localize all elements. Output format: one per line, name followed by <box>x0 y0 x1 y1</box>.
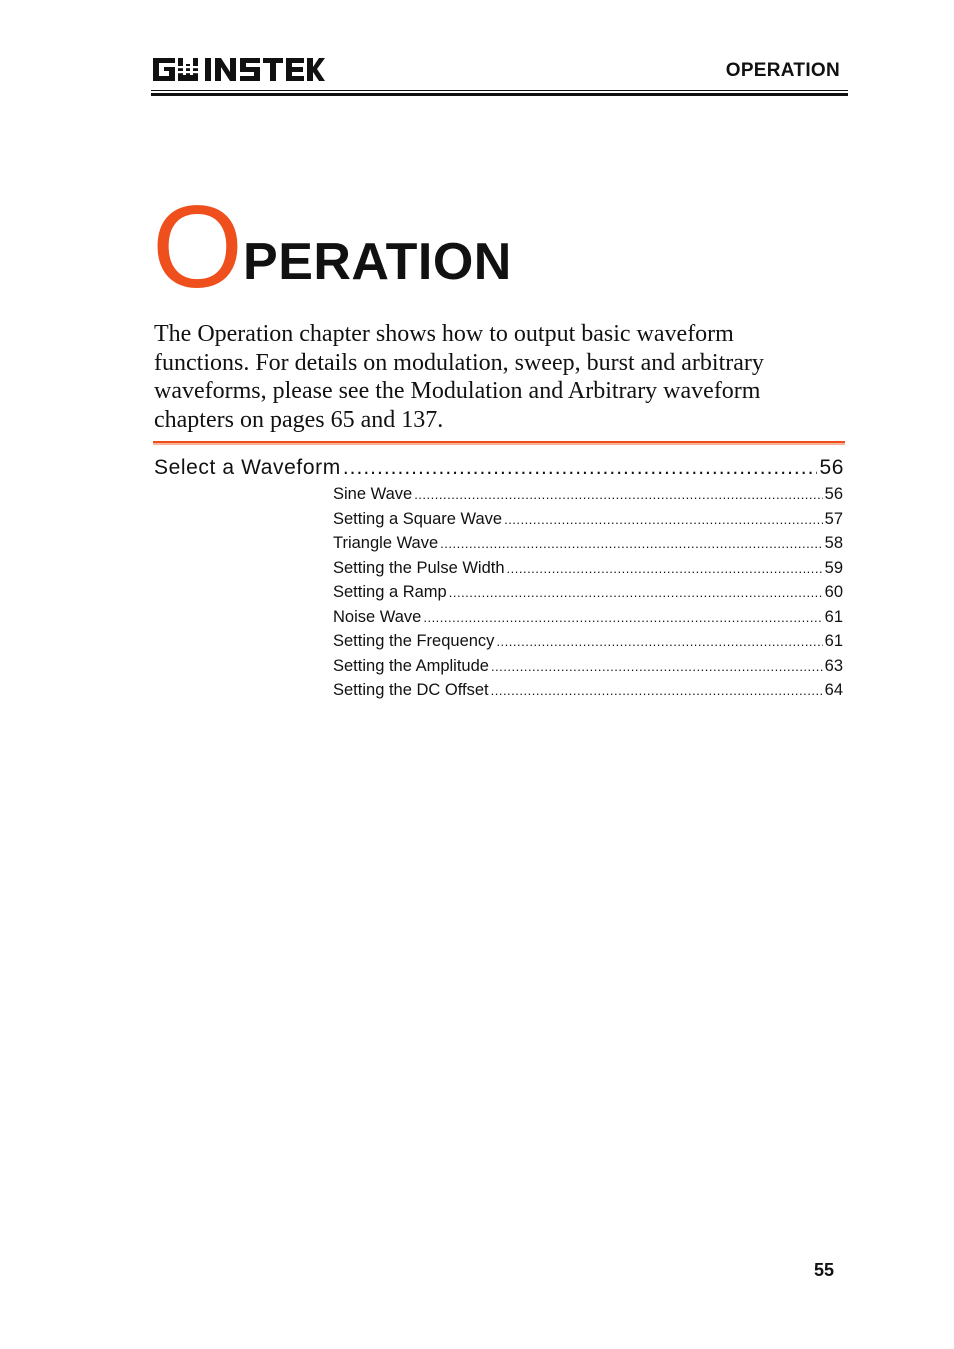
toc-item-page: 56 <box>824 485 843 503</box>
toc-item[interactable] <box>333 534 843 559</box>
toc-item-page: 59 <box>824 558 843 577</box>
accent-divider <box>153 441 845 445</box>
toc-leader-dots <box>496 634 822 649</box>
toc-leader-dots <box>343 456 818 480</box>
toc-item[interactable] <box>333 657 843 682</box>
toc-item-label: Setting the Pulse Width <box>333 558 505 577</box>
toc-sub-list <box>333 485 843 706</box>
toc-item-label: Setting a Square Wave <box>333 509 503 528</box>
toc-leader-dots <box>491 683 823 698</box>
toc-item[interactable] <box>333 681 843 706</box>
toc-item[interactable] <box>333 485 843 510</box>
toc-main-entry[interactable] <box>154 456 844 480</box>
toc-leader-dots <box>423 610 822 625</box>
toc-item-label: Triangle Wave <box>333 534 439 552</box>
toc-leader-dots <box>449 585 823 600</box>
toc-item-label: Setting the Frequency <box>333 632 495 650</box>
chapter-title <box>152 181 512 312</box>
toc-main-page: 56 <box>819 456 844 479</box>
toc-item-page: 64 <box>824 681 843 699</box>
page-number: 55 <box>813 1260 834 1280</box>
chapter-intro: The Operation chapter shows how to output basic waveform functions. For details on modulation, sweep, burst and arbitrary waveforms, please see the Modulation and Arbitrary waveform chapters on pages 65 and 137. <box>154 321 764 433</box>
toc-item[interactable] <box>333 559 843 584</box>
toc-item-label: Setting the DC Offset <box>333 681 489 699</box>
toc-leader-dots <box>507 561 823 576</box>
header-section-title: OPERATION <box>725 60 840 81</box>
toc-item-label: Sine Wave <box>333 485 413 503</box>
toc-item-page: 57 <box>824 509 843 528</box>
toc-main-label: Select a Waveform <box>154 456 341 479</box>
chapter-title-initial: O <box>152 181 242 312</box>
toc-item-label: Noise Wave <box>333 607 422 626</box>
header-divider-thin <box>151 90 848 91</box>
toc-item-page: 63 <box>824 656 843 675</box>
toc-leader-dots <box>491 659 823 674</box>
toc-item-label: Setting the Amplitude <box>333 656 489 675</box>
toc-item-page: 58 <box>824 534 843 552</box>
toc-leader-dots <box>504 512 823 527</box>
toc-item-label: Setting a Ramp <box>333 583 447 601</box>
toc-leader-dots <box>414 487 822 502</box>
toc-item-page: 60 <box>824 583 843 601</box>
gw-instek-logo <box>153 56 325 82</box>
header-divider-thick <box>151 93 848 96</box>
toc-item[interactable] <box>333 632 843 657</box>
chapter-title-rest: PERATION <box>243 233 512 291</box>
toc-item[interactable] <box>333 583 843 608</box>
toc-item-page: 61 <box>824 632 843 650</box>
toc-item[interactable] <box>333 510 843 535</box>
toc-item[interactable] <box>333 608 843 633</box>
toc-item-page: 61 <box>824 607 843 626</box>
toc-leader-dots <box>440 536 822 551</box>
